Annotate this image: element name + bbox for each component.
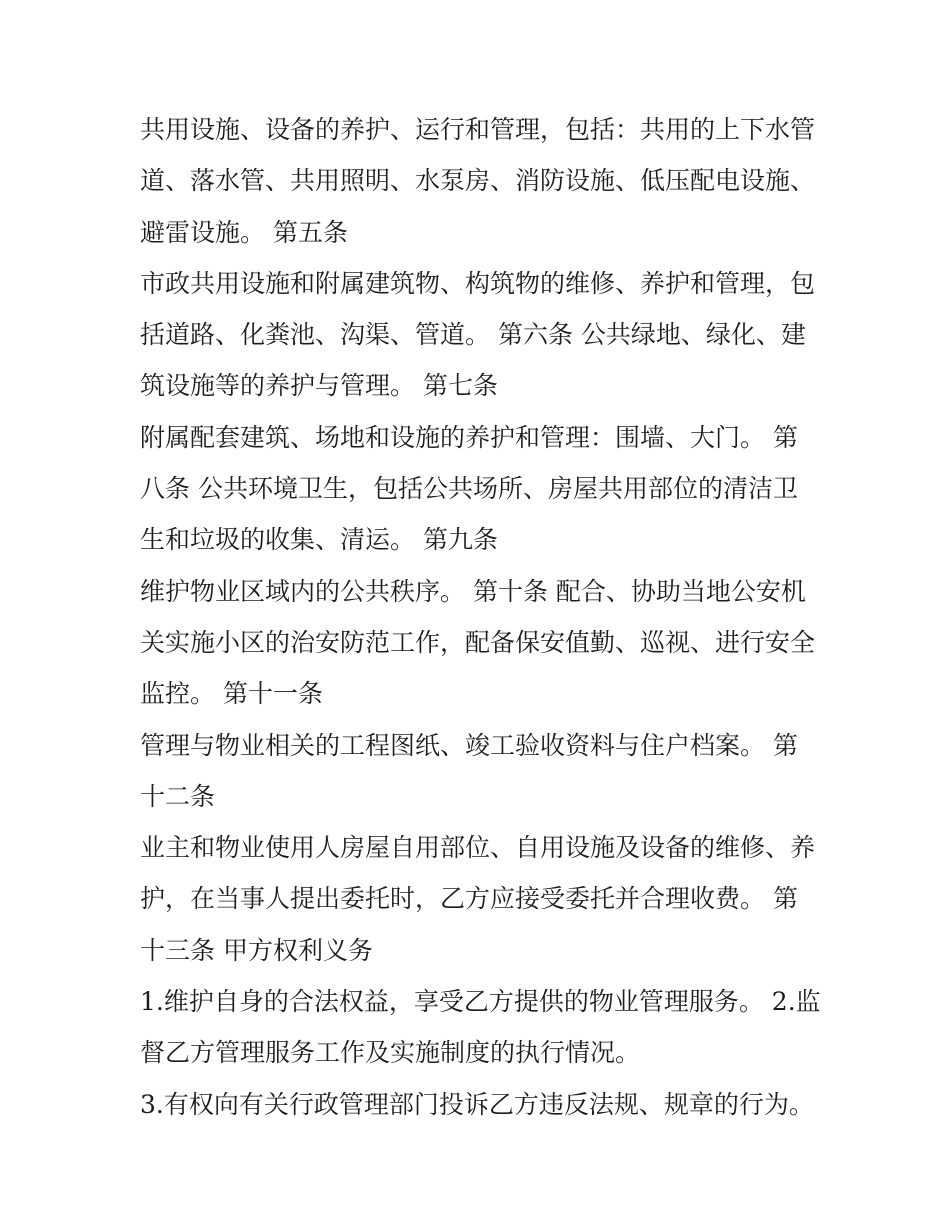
text-line: 八条 公共环境卫生，包括公共场所、房屋共用部位的清洁卫: [140, 474, 798, 504]
text-line: 括道路、化粪池、沟渠、管道。 第六条 公共绿地、绿化、建: [140, 320, 806, 350]
paragraph-public-order: [140, 566, 820, 720]
text-line: 生和垃圾的收集、清运。 第九条: [140, 525, 498, 555]
text-line: 关实施小区的治安防范工作，配备保安值勤、巡视、进行安全: [140, 627, 816, 657]
text-line: 筑设施等的养护与管理。 第七条: [140, 371, 498, 401]
paragraph-party-a-rights-1-2: [140, 976, 820, 1079]
text-line: 管理与物业相关的工程图纸、竣工验收资料与住户档案。 第: [140, 730, 798, 760]
document-body: [140, 104, 820, 1130]
text-line: 避雷设施。 第五条: [140, 217, 348, 247]
paragraph-records-management: [140, 720, 820, 823]
paragraph-owner-maintenance: [140, 822, 820, 976]
text-line: 附属配套建筑、场地和设施的养护和管理：围墙、大门。 第: [140, 422, 798, 452]
text-line: 共用设施、设备的养护、运行和管理，包括：共用的上下水管: [140, 115, 816, 144]
paragraph-municipal-facilities: [140, 258, 820, 412]
paragraph-ancillary-buildings: [140, 412, 820, 566]
paragraph-party-a-rights-3: [140, 1079, 820, 1130]
text-line: 十二条: [140, 781, 216, 811]
text-line: 1.维护自身的合法权益，享受乙方提供的物业管理服务。 2.监: [140, 987, 821, 1017]
text-line: 监控。 第十一条: [140, 679, 323, 709]
text-line: 业主和物业使用人房屋自用部位、自用设施及设备的维修、养: [140, 833, 816, 863]
text-line: 3.有权向有关行政管理部门投诉乙方违反法规、规章的行为。: [140, 1089, 814, 1119]
text-line: 督乙方管理服务工作及实施制度的执行情况。: [140, 1038, 641, 1068]
text-line: 市政共用设施和附属建筑物、构筑物的维修、养护和管理，包: [140, 268, 816, 298]
text-line: 十三条 甲方权利义务: [140, 935, 373, 965]
text-line: 维护物业区域内的公共秩序。 第十条 配合、协助当地公安机: [140, 576, 806, 606]
paragraph-shared-facilities: [140, 104, 820, 258]
text-line: 道、落水管、共用照明、水泵房、消防设施、低压配电设施、: [140, 166, 816, 196]
text-line: 护，在当事人提出委托时，乙方应接受委托并合理收费。 第: [140, 884, 798, 914]
